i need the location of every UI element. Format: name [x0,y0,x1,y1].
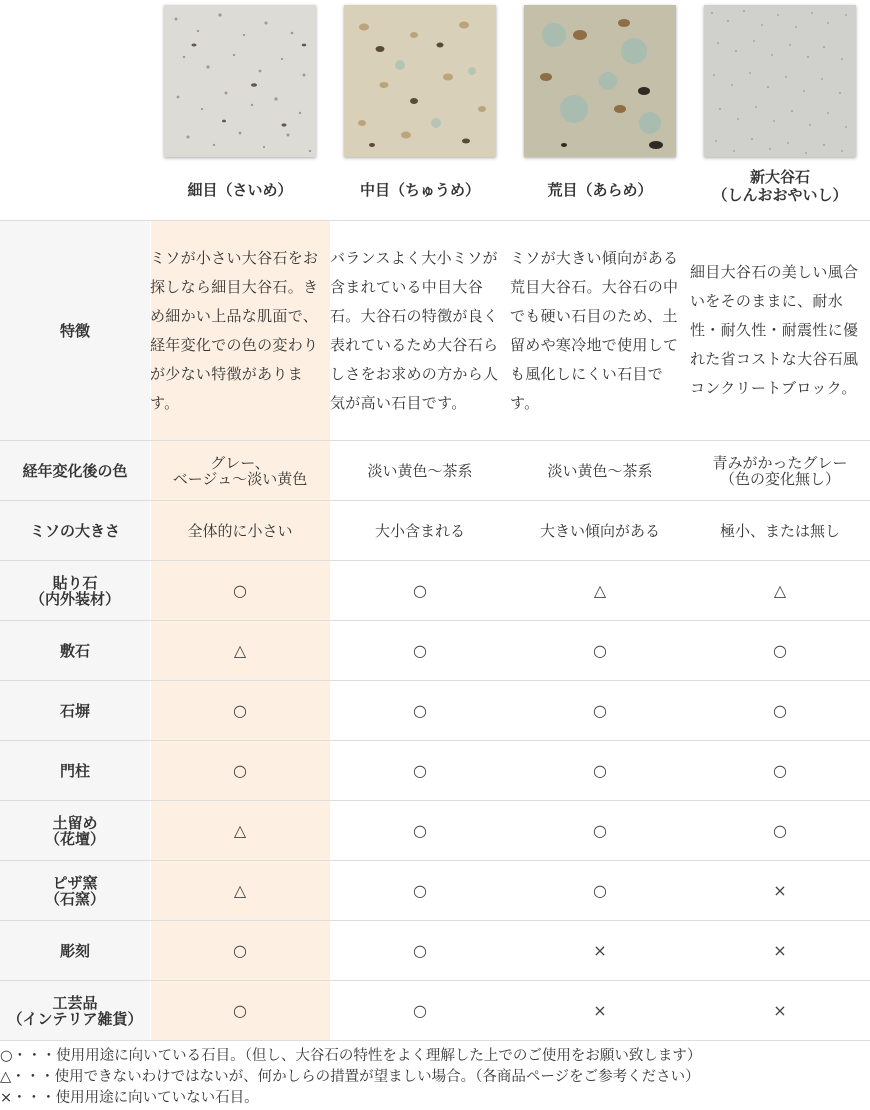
suitability-mark: ○ [510,681,690,741]
aged-color-medium-line1: 淡い黄色～茶系 [367,461,473,480]
suitability-mark: ○ [330,561,510,621]
suitability-mark: ○ [690,621,870,681]
column-name-new-oya-line1: 新大谷石 [749,168,810,186]
column-name-medium: 中目（ちゅうめ） [359,181,480,199]
row-label-line1: 貼り石 [52,573,98,592]
row-label-line2: （インテリア雑貨） [7,1009,143,1028]
suitability-mark: △ [510,561,690,621]
row-label-usage [0,981,150,1041]
comparison-table [0,220,870,1041]
suitability-mark: × [510,981,690,1041]
fine-grain-stone-swatch [164,5,316,157]
suitability-mark: ○ [330,981,510,1041]
column-name-new-oya [690,168,870,204]
table-row-usage [0,801,870,861]
row-label-usage [0,741,150,801]
legend-notes [0,1046,870,1109]
aged-color-coarse [510,441,690,501]
table-row-usage [0,861,870,921]
suitability-mark: ○ [510,741,690,801]
aged-color-new-oya-line2: （色の変化無し） [719,469,840,488]
new-oya-stone-swatch [704,5,856,157]
row-label-line2: （花壇） [44,829,105,848]
legend-note-cross: ×・・・使用用途に向いていない石目。 [0,1090,259,1106]
row-label-line1: 工芸品 [52,993,98,1012]
legend-note-circle: ○・・・使用用途に向いている石目。（但し、大谷石の特性をよく理解した上でのご使用をお願い致します） [0,1048,702,1064]
suitability-mark: × [690,861,870,921]
suitability-mark: ○ [150,741,330,801]
suitability-mark: ○ [330,741,510,801]
table-row-usage [0,921,870,981]
suitability-mark: ○ [150,561,330,621]
aged-color-fine-line2: ベージュ～淡い黄色 [172,469,308,488]
miso-size-medium: 大小含まれる [330,501,510,561]
suitability-mark: ○ [150,921,330,981]
suitability-mark: △ [150,861,330,921]
row-label-aged-color: 経年変化後の色 [0,441,150,501]
table-row-usage [0,621,870,681]
suitability-mark: ○ [510,621,690,681]
row-label-line1: 彫刻 [59,941,90,960]
aged-color-new-oya-line1: 青みがかったグレー [712,453,848,472]
table-header [0,0,870,220]
column-name-coarse: 荒目（あらめ） [547,181,653,199]
row-label-usage [0,621,150,681]
suitability-mark: ○ [330,681,510,741]
aged-color-medium [330,441,510,501]
legend-note-triangle: △・・・使用できないわけではないが、何かしらの措置が望ましい場合。（各商品ページをご参考ください） [0,1069,700,1085]
suitability-mark: ○ [690,801,870,861]
miso-size-coarse: 大きい傾向がある [510,501,690,561]
row-label-line1: 土留め [52,813,98,832]
miso-size-new-oya: 極小、または無し [690,501,870,561]
suitability-mark: ○ [330,921,510,981]
suitability-mark: ○ [510,801,690,861]
row-label-line1: ピザ窯 [52,873,98,892]
coarse-grain-stone-swatch [524,5,676,157]
features-medium: バランスよく大小ミソが含まれている中目大谷石。大谷石の特徴が良く表れているため大谷石らしさをお求めの方から人気が高い石目です。 [330,221,510,441]
row-label-line1: 門柱 [59,761,90,780]
table-row-usage [0,741,870,801]
medium-grain-stone-swatch [344,5,496,157]
suitability-mark: ○ [330,801,510,861]
features-new-oya: 細目大谷石の美しい風合いをそのままに、耐水性・耐久性・耐震性に優れた省コストな大谷石風コンクリートブロック。 [690,221,870,441]
table-row-usage [0,981,870,1041]
row-label-line2: （石窯） [44,889,105,908]
row-label-features: 特徴 [0,221,150,441]
aged-color-new-oya [690,441,870,501]
suitability-mark: ○ [150,681,330,741]
row-label-usage [0,561,150,621]
row-label-usage [0,921,150,981]
row-label-usage [0,801,150,861]
suitability-mark: ○ [150,981,330,1041]
suitability-mark: ○ [330,861,510,921]
table-row-features [0,221,870,441]
row-label-miso-size: ミソの大きさ [0,501,150,561]
features-fine: ミソが小さい大谷石をお探しなら細目大谷石。きめ細かい上品な肌面で、経年変化での色の変わりが少ない特徴があります。 [150,221,330,441]
suitability-mark: ○ [690,741,870,801]
row-label-line1: 敷石 [59,641,90,660]
row-label-usage [0,861,150,921]
suitability-mark: × [690,921,870,981]
row-label-usage [0,681,150,741]
suitability-mark: ○ [330,621,510,681]
table-row-miso-size [0,501,870,561]
aged-color-fine-line1: グレー、 [210,453,270,472]
aged-color-fine [150,441,330,501]
suitability-mark: ○ [510,861,690,921]
miso-size-fine: 全体的に小さい [150,501,330,561]
table-row-usage [0,681,870,741]
suitability-mark: × [690,981,870,1041]
row-label-line1: 石塀 [59,701,90,720]
suitability-mark: △ [690,561,870,621]
suitability-mark: △ [150,801,330,861]
suitability-mark: △ [150,621,330,681]
table-row-usage [0,561,870,621]
table-row-aged-color [0,441,870,501]
suitability-mark: ○ [690,681,870,741]
suitability-mark: × [510,921,690,981]
aged-color-coarse-line1: 淡い黄色～茶系 [547,461,653,480]
column-name-fine: 細目（さいめ） [187,181,293,199]
features-coarse: ミソが大きい傾向がある荒目大谷石。大谷石の中でも硬い石目のため、土留めや寒冷地で使用しても風化しにくい石目です。 [510,221,690,441]
row-label-line2: （内外装材） [29,589,120,608]
column-name-new-oya-line2: （しんおおやいし） [712,186,848,204]
